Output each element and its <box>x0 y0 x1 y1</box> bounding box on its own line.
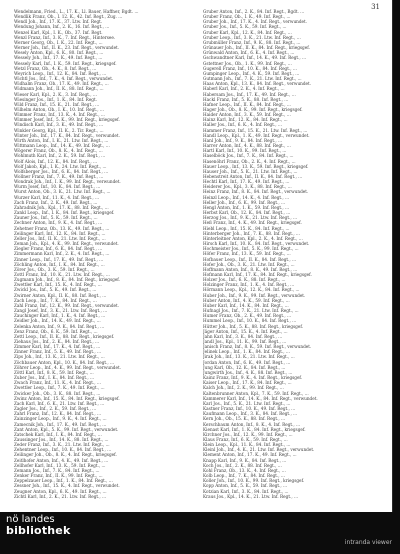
register-entry: Zainzinger Leop., Inf., 9. K., 4. Inf. Regt., ... <box>14 416 107 422</box>
register-entry: Zeilinger Karl, Inf., 12. K., 84. Inf. Regt., ... <box>14 230 106 236</box>
register-entry: Wieser Karl, Kpl., 2. K., 3. Inf. Regt., ... <box>14 91 97 97</box>
register-entry: Koller Joh., Inf., 10. K., 99. Inf. Regt., kriegsgef. <box>203 478 305 484</box>
register-entry: Gschwandtner Karl, Inf., 14. K., 49. Inf. Regt., ... <box>203 55 307 61</box>
register-entry: Haselböck Jos., Inf., 7. K., 84. Inf. Regt., ... <box>203 153 294 159</box>
register-entry: Werner Georg, Ob., I. K., 22. Inf. Regt., ... <box>14 39 103 45</box>
register-entry: Hackl Franz, Inf., 5. K., 88. Inf. Regt., ... <box>203 96 289 102</box>
register-entry: Huber Karl, Inf., 14. K., 84. Inf. Regt., ... <box>203 302 289 308</box>
register-entry: Hofmann Karl, Inf., 17. K., 84. Inf. Regt., kriegsgef. <box>203 271 312 277</box>
register-entry: Huber Anton, Inf., 4. K., 59. Inf. Regt., ... <box>203 297 290 303</box>
register-entry: Hoffmann Anton, Inf., 8. K., 49. Inf. Regt., ... <box>203 266 298 272</box>
register-entry: Zuber Jos., Inf., I. K., 84. Inf. Regt., ... <box>14 375 95 381</box>
register-entry: Holzer Jos., Inf., 6. K., 88. Inf. Regt., ... <box>203 277 286 283</box>
register-entry: Wendelmann, Fried., L., 17. K., Ll. Bauer, Haffner, Bgdt. ... <box>14 9 139 14</box>
register-entry: Zehetner Franz, Ob., 13. K., 49. Inf. Regt., ... <box>14 225 110 231</box>
register-entry: Hochmeister Jos., Inf., 5. K., 99. Inf. Regt., ... <box>203 246 299 252</box>
register-entry: Zelenka Anton, Inf., 9. K., 84. Inf. Regt., ... <box>14 323 105 329</box>
register-entry: Klein Leop., Kpl., 11. K., 84. Inf. Regt., ... <box>203 442 291 448</box>
register-entry: Winter Joh., Inf., 17. K., 84. Inf. Regt., verwundet. <box>14 132 120 138</box>
viewer-label: intranda viewer <box>344 539 392 546</box>
register-entry: Wurst Anton, Ob., 3. K., 21. Ltw. Inf. Regt., ... <box>14 189 111 195</box>
register-entry: Kaltenbrunner Anton, Kpl., 7. K., 59. Inf. Regt., ... <box>203 390 309 396</box>
right-column <box>203 9 367 499</box>
register-entry: Zwicker Joh., Ob., 3. K., 88. Inf. Regt., ... <box>14 390 101 396</box>
register-entry: Widhalm Franz, Ob., 17. K., 49. Inf. Regt., ... <box>14 81 109 87</box>
register-entry: Hammer Franz, Inf., 15. K., 21. Ltw. Inf. Regt., ... <box>203 127 308 133</box>
register-entry: Zatschek Karl, Inf., I. K., 84. Inf. Regt., ... <box>14 431 102 437</box>
register-entry: Zeidler Joh., Inf., 14. K., 49. Inf. Regt., ... <box>14 318 101 324</box>
register-entry: Heinz Franz, Inf., 8. K., 84. Inf. Regt., verwundet. <box>203 189 309 195</box>
register-entry: Hanl Joh., Inf., 9. K., 84. Inf. Regt., ... <box>203 137 282 143</box>
register-entry: Knapp Karl, Inf., 9. K., 84. Inf. Regt., ... <box>203 457 287 463</box>
register-entry: Zwach Franz, Inf., 11. K., 4. Inf. Regt., ... <box>14 380 101 386</box>
register-entry: Kastner Franz, Inf., 10. K., 49. Inf. Regt., ... <box>203 406 296 412</box>
register-entry: Gruber Franz, Ob., I. K., 49. Inf. Regt., ... <box>203 14 291 20</box>
register-entry: Gruber Joh., Inf., 17. K., 4. Inf. Regt., verwundet. <box>203 19 308 25</box>
register-entry: Zahradnik Joh., Kpl., 17. K., 88. Inf. Regt., ... <box>14 204 109 210</box>
register-entry: Kirchner Jos., Inf., 12. K., 99. Inf. Regt., ... <box>203 431 293 437</box>
register-entry: Zottl Franz, Inf., 10. K., 21. Ltw. Inf. Regt., ... <box>14 271 110 277</box>
register-entry: Windisch Karl, Inf., 3. K., 49. Inf. Regt., ... <box>14 122 104 128</box>
register-entry: Habersam Jos., Inf., 17. K., 49. Inf. Regt., ... <box>203 91 296 97</box>
register-entry: Zaussinger Jos., Inf., 14. K., 88. Inf. Regt., ... <box>14 436 109 442</box>
register-entry: Zöhrer Leop., Inf., 4. K., 99. Inf. Regt., verwundet. <box>14 364 121 370</box>
register-entry: Zeppelzauer Leop., Inf., 1. K., 84. Inf. Regt., ... <box>14 478 113 484</box>
register-entry: Wichtl Jos., Inf., 7. K., 4. Inf. Regt., verwundet. <box>14 76 114 82</box>
register-entry: Wiesinger Jos., Inf., 1. K., 84. Inf. Regt. <box>14 96 97 102</box>
register-entry: Wolf Alois, Inf., 12. K., 84. Inf. Regt., ... <box>14 158 98 164</box>
register-entry: Zankl Leop., Inf., I. K., 84. Inf. Regt., kriegsgef. <box>14 210 115 216</box>
register-entry: Heller Joh., Inf., 6. K., 99. Inf. Regt., ... <box>203 199 286 205</box>
register-entry: Hufnagl Jos., Inf., 7. K., 21. Ltw. Inf. Regt., ... <box>203 308 299 314</box>
register-entry: Kotzian Karl, Inf., 3. K., 84. Inf. Regt., ... <box>203 488 289 494</box>
register-entry: Zwettler Leop., Inf., 7. K., 49. Inf. Regt., ... <box>14 385 105 391</box>
register-entry: Kolb Leop., Inf., 7. K., 84. Inf. Regt., ... <box>203 473 285 479</box>
register-entry: Wessely Joh., Inf., 17. K., 49. Inf. Regt., ... <box>14 55 103 61</box>
register-entry: Zessner Joh., Inf., 15. K., 4. Inf. Regt., verwundet. <box>14 483 120 489</box>
register-entry: Gutmann Joh., Inf., 7. K., 21. Ltw. Inf. Regt., ... <box>203 76 302 82</box>
register-entry: Jelinek Leop., Inf., 1. K., 84. Inf. Regt., ... <box>203 349 290 355</box>
register-entry: Kerschbaum Anton, Inf., 8. K., 4. Inf. Regt., ... <box>203 421 301 427</box>
register-entry: Wondrak Joh., Inf., I. K., 99. Inf. Regt., verwundet. <box>14 179 121 185</box>
logo-line-2: bibliothek <box>6 524 71 537</box>
register-entry: Wenzl Franz, Inf., 3. K., 7. Inf. Regt., Hintersee. <box>14 34 116 40</box>
register-entry: Ziegler Franz, Inf., 6. K., 84. Inf. Regt., ... <box>14 246 103 252</box>
library-logo[interactable] <box>6 515 70 537</box>
register-entry: Zeilinger Joh., Ob., 8. K., 4. Inf. Regt., kriegsgef. <box>14 452 117 458</box>
register-entry: Wesely Anton, Kpl., 6. K., 80. Inf. Regt., ... <box>14 50 104 56</box>
register-entry: Handl Leop., Kpl., 1. K., 49. Inf. Regt., verwundet. <box>203 132 310 138</box>
register-entry: Jandl Jos., Kpl., 11. K., 99. Inf. Regt., ... <box>203 339 287 344</box>
register-entry: Zach Leop., Inf., 7. K., 84. Inf. Regt., ... <box>14 297 97 303</box>
register-entry: Haller Jos., Inf., 6. K., 4. Inf. Regt., ... <box>203 122 282 128</box>
register-entry: Gumpinger Leop., Inf., 4. K., 59. Inf. Regt., ... <box>203 70 300 76</box>
register-entry: Werner Joh., Inf., II. K., 23. Inf. Regt., verwundet. <box>14 45 120 51</box>
register-entry: Zahrl Franz, Inf., 12. K., 84. Inf. Regt., ... <box>14 411 101 417</box>
register-entry: Hengl Anton, Inf., 1. K., 59. Inf. Regt., ... <box>203 204 290 210</box>
register-entry: Heß Franz, Inf., 4. K., 49. Inf. Regt., kriegsgef. <box>203 220 302 226</box>
register-entry: Karl Jos., Inf., 5. K., 21. Ltw. Inf. Regt., ... <box>203 400 291 406</box>
register-entry: Weyrich Leop., Inf., 12. K., 84. Inf. Regt., ... <box>14 70 107 76</box>
register-entry: Haas Anton, Kpl., 13. K., 84. Inf. Regt., verwundet. <box>203 81 312 87</box>
register-entry: Kohl Franz, Ob., 13. K., 4. Inf. Regt., ... <box>203 467 286 473</box>
register-entry: Jungwirth Jos., Inf., 4. K., 88. Inf. Regt., ... <box>203 369 293 375</box>
register-entry: Gstettner Jos., Ob., 1. K., 99. Inf. Regt., ... <box>203 60 292 66</box>
register-entry: Hofer Joh., Ob., 3. K., 21. Ltw. Inf. Regt., ... <box>203 261 295 267</box>
register-entry: Klement Anton, Inf., 17. K., 49. Inf. Regt., ... <box>203 452 297 458</box>
register-entry: Wendl Joh., Inf., 17. K., 37. Ltw. Inf. Regt. <box>14 19 103 25</box>
register-entry: Hasenöhrl Franz, Ob., 2. K., 4. Inf. Regt., ... <box>203 158 296 164</box>
register-entry: Hartl Karl, Inf., 10. K., 99. Inf. Regt., ... <box>203 148 287 154</box>
register-entry: Gugerell Franz, Inf., 10. K., 84. Inf. Regt., ... <box>203 65 297 71</box>
register-entry: Zettl Leop., Inf., II. K., 88. Inf. Regt., kriegsgef. <box>14 333 115 339</box>
register-entry: Zehentner Leop., Inf., 10. K., 84. Inf. Regt., ... <box>14 447 112 453</box>
register-entry: Wendung Johann, Inf., 2. K., 16. Inf. Regt., ... <box>14 24 110 30</box>
register-entry: Hebenstreit Anton, Inf., II. K., 84. Inf. Regt., ... <box>203 174 303 179</box>
register-entry: Harrer Anton, Inf., 4. K., 88. Inf. Regt., ... <box>203 143 291 149</box>
register-entry: Hütter Joh., Inf., 5. K., 88. Inf. Regt., kriegsgef. <box>203 323 304 329</box>
register-entry: Zauchinger Karl, Inf., 1. K., 4. Inf. Regt., ... <box>14 313 106 319</box>
register-entry: Wollner Franz, Inf., 7. K., 49. Inf. Regt., ... <box>14 174 104 179</box>
register-entry: Zangl Josef, Inf., 3. K., 21. Ltw. Inf. Regt., ... <box>14 308 108 314</box>
register-entry: Zwirner Anton, Kpl., II. K., 88. Inf. Regt., ... <box>14 292 107 298</box>
register-entry: Zöchbauer Anton, Kpl., 10. K., 84. Inf. Regt., ... <box>14 359 115 365</box>
register-entry: Wohlmuth Karl, Inf., 2. K., 59. Inf. Regt., ... <box>14 153 106 159</box>
register-entry: Hiebl Leop., Inf., 15. K., 84. Inf. Regt., ... <box>203 225 290 231</box>
register-entry: Widmann Joh., Inf., II. K., 88. Inf. Regt., ... <box>14 86 104 92</box>
register-entry: Zant Anton, Kpl., 5. K., 99. Inf. Regt., verwundet. <box>14 426 119 432</box>
register-entry: Wögerer Franz, Ob., 8. K., 4. Inf. Regt., ... <box>14 148 103 154</box>
register-entry: Kaiser Leop., Inf., 17. K., 84. Inf. Regt., ... <box>203 380 292 386</box>
register-entry: Kraus Jos., Kpl., 14. K., 21. Ltw. Inf. Regt., ... <box>203 493 298 499</box>
register-entry: Zeder Franz, Inf., 3. K., 21. Ltw. Inf. Regt., ... <box>14 442 110 448</box>
register-entry: Zahl Franz, Inf., 12. K., 99. Inf. Regt., verwundet. <box>14 302 119 308</box>
register-entry: Kleinl Joh., Inf., 4. K., 21. Ltw. Inf. Regt., verwundet. <box>203 447 315 453</box>
register-entry: Wenzel Karl, Kpl., I. K., Ob., 37. Inf. Regt. <box>14 29 103 35</box>
register-entry: Gruber Jos., Inf., 5. K., 59. Inf. Regt., ... <box>203 24 287 30</box>
register-entry: Hinterleitner Anton, Kpl., 2. K., 4. Inf. Regt., ... <box>203 235 303 241</box>
register-entry: Zach Karl, Inf., 6. K., 21. Ltw. Inf. Regt., ... <box>14 400 105 406</box>
register-entry: Zimmermann Karl, Inf., 2. K., 4. Inf. Regt., ... <box>14 251 110 257</box>
register-entry: Gruber Anton, Inf., 2. K., 84. Inf. Regt., Bgdt. ... <box>203 9 305 14</box>
register-entry: Zauner Jos., Inf., 5. K., 59. Inf. Regt., ... <box>14 215 98 221</box>
register-entry: Herbst Karl, Ob., 12. K., 84. Inf. Regt., ... <box>203 210 291 216</box>
register-entry: Kainz Franz, Inf., 9. K., 4. Inf. Regt., kriegsgef. <box>203 375 303 381</box>
register-entry: Zamecnik Joh., Inf., 17. K., 49. Inf. Regt., ... <box>14 421 107 427</box>
register-entry: Wirth Anton, Inf., I. K., 21. Ltw. Inf. Regt., ... <box>14 137 109 143</box>
register-entry: Jäger Anton, Inf., 15. K., 4. Inf. Regt., ... <box>203 328 288 334</box>
register-entry: Wolfsberger Jos., Inf., 6. K., 84. Inf. Regt., ... <box>14 168 109 174</box>
register-entry: Zips Joh., Inf., 13. K., 21. Ltw. Inf. Regt., ... <box>14 354 105 360</box>
register-entry: Janisch Franz, Inf., 8. K., 59. Inf. Regt., verwundet. <box>203 344 312 350</box>
register-entry: Kienast Karl, Inf., 1. K., 84. Inf. Regt., kriegsgef. <box>203 426 306 432</box>
register-entry: Hinterberger Joh., Inf., 7. K., 88. Inf. Regt., ... <box>203 230 300 236</box>
left-column <box>14 9 178 499</box>
register-entry: Wild Franz, Inf., 15. K., 21. Inf. Regt., ... <box>14 101 100 107</box>
register-entry: Höfer Franz, Inf., 13. K., 59. Inf. Regt., ... <box>203 251 291 257</box>
register-entry: Ziehaus Jos., Inf., 2. K., 84. Inf. Regt., ... <box>14 339 100 344</box>
register-entry: Koch Jos., Inf., 2. K., 88. Inf. Regt., ... <box>203 462 282 468</box>
register-entry: Jung Karl, Ob., 12. K., 84. Inf. Regt., ... <box>203 364 286 370</box>
register-entry: Zechner Anton, Inf., 9. K., 4. Inf. Regt., ... <box>14 220 103 226</box>
register-entry: Wittmann Leop., Inf., 14. K., 49. Inf. Regt., ... <box>14 143 110 149</box>
register-entry: Haider Anton, Inf., 3. K., 59. Inf. Regt., ... <box>203 112 291 118</box>
register-entry: Wimmer Franz, Inf., 13. K., 4. Inf. Regt., ... <box>14 112 105 118</box>
register-entry: Kaufmann Leop., Inf., 3. K., 84. Inf. Regt., ... <box>203 411 298 417</box>
register-entry: Huber Joh., Inf., 9. K., 99. Inf. Regt., verwundet. <box>203 292 306 298</box>
register-entry: Wendlik Franz, Ob., I. 12. K., 42. Inf. Regt., Zug. ... <box>14 14 123 20</box>
page-number: 31 <box>371 3 380 11</box>
register-entry: Holzinger Franz, Inf., 1. K., 4. Inf. Regt., ... <box>203 282 295 288</box>
register-entry: Zimmer Karl, Inf., 17. K., 4. Inf. Regt., ... <box>14 344 101 350</box>
register-entry: Wolf Jakob, Kpl., I. K., 24. Ltw. Inf. Regt., ... <box>14 163 107 169</box>
register-entry: Grünauer Joh., Inf., II. K., 84. Inf. Regt., kriegsgef. <box>203 45 310 51</box>
register-entry: Zenker Franz, Inf., II. K., 99. Inf. Regt., ... <box>14 473 103 479</box>
register-entry: Zöttl Karl, Inf., 8. K., 59. Inf. Regt., ... <box>14 369 94 375</box>
register-entry: Zagler Jos., Inf., 2. K., 59. Inf. Regt., ... <box>14 406 97 412</box>
register-entry: Hechtl Karl, Inf., 17. K., 49. Inf. Regt., ... <box>203 179 290 185</box>
logo-line-1: nö landes <box>6 514 55 525</box>
register-entry: Wurzer Karl, Inf., 11. K., 4. Inf. Regt., ... <box>14 194 100 200</box>
register-entry: Kalch Joh., Inf., 2. K., 99. Inf. Regt., ... <box>203 385 284 391</box>
register-entry: Zugmann Joh., Inf., 8. K., 84. Inf. Regt., kriegsgef. <box>14 277 121 283</box>
register-entry: Wimmer Josef, Inf., 5. K., 99. Inf. Regt., kriegsgef. <box>14 117 120 123</box>
register-entry: Grünwald Anton, Inf., 6. K., 4. Inf. Regt., ... <box>203 50 295 56</box>
register-entry: Hummel Leop., Inf., 10. K., 84. Inf. Regt., ... <box>203 318 297 324</box>
register-entry: Jahn Karl, Inf., 3. K., 84. Inf. Regt., ... <box>203 333 283 339</box>
register-entry: Hager Joh., Ob., 8. K., 99. Inf. Regt., kriegsgef. <box>203 106 303 112</box>
register-entry: Hainz Karl, Inf., 12. K., 84. Inf. Regt., ... <box>203 117 288 123</box>
register-entry: Haberl Karl, Inf., 2. K., 4. Inf. Regt., ... <box>203 86 285 92</box>
register-entry: Zach Franz, Inf., 2. K., 49. Inf. Regt., ... <box>14 199 98 205</box>
register-entry: Zinner Leop., Inf., 17. K., 49. Inf. Regt., ... <box>14 256 104 262</box>
register-entry: Heiderer Jos., Kpl., 3. K., 88. Inf. Regt., ... <box>203 184 292 190</box>
register-entry: Humer Franz, Ob., 2. K., 49. Inf. Regt., ... <box>203 313 292 319</box>
register-entry: Hirsch Karl, Inf., 10. K., 84. Inf. Regt., verwundet. <box>203 241 310 247</box>
register-entry: Zwinz Anton, Inf., 15. K., 84. Inf. Regt., kriegsgef. <box>14 395 120 401</box>
register-entry: Heinzl Leop., Inf., 14. K., 4. Inf. Regt., ... <box>203 194 290 200</box>
register-entry: Gruber Leop., Inf., 3. K., 21. Ltw. Inf. Regt., ... <box>203 34 301 40</box>
register-entry: Wurm Josef, Inf., 10. K., 84. Inf. Regt., ... <box>14 184 101 190</box>
register-entry: Zemann Jos., Inf., 7. K., 84. Inf. Regt., ... <box>14 467 100 473</box>
register-entry: Kopp Anton, Inf., 5. K., 59. Inf. Regt., ... <box>203 483 288 489</box>
register-entry: Zwickl Jos., Inf., 5. K., 49. Inf. Regt., ... <box>14 287 97 293</box>
register-entry: Zeller Jos., Inf., II. K., 21. Ltw. Inf. Regt., ... <box>14 235 106 241</box>
register-entry: Zeitlhofer Anton, Inf., 4. K., 49. Inf. Regt., ... <box>14 457 109 463</box>
register-entry: Gruber Karl, Kpl., 12. K., 84. Inf. Regt., ... <box>203 29 292 35</box>
register-entry: Hauer Leop., Inf., 13. K., 59. Inf. Regt., kriegsgef. <box>203 163 309 169</box>
register-entry: Zenz Franz, Ob., 6. K., 59. Inf. Regt., ... <box>14 328 98 334</box>
register-entry: Zeman Joh., Kpl., 4. K., 99. Inf. Regt., verwundet. <box>14 241 119 247</box>
register-entry: Herzog Jos., Inf., 9. K., 21. Ltw. Inf. Regt., ... <box>203 215 298 221</box>
register-entry: Wessely Karl, Inf., I. K., 59. Inf. Regt., kriegsgef. <box>14 60 117 66</box>
register-entry: Wilhelm Anton, Ob., I. K., 10. Inf. Regt., ... <box>14 106 104 112</box>
register-entry: Hofbauer Leop., Inf., II. K., 84. Inf. Regt., ... <box>203 256 297 262</box>
register-entry: Grubmüller Franz, Inf., 9. K., 88. Inf. Regt., ... <box>203 39 301 45</box>
register-entry: Hafner Leop., Inf., II. K., 84. Inf. Regt., ... <box>203 101 291 107</box>
register-entry: Jordan Anton, Inf., 6. K., 49. Inf. Regt., ... <box>203 359 291 365</box>
register-entry: Kammerer Karl, Inf., 14. K., 84. Inf. Regt., verwundet. <box>203 395 318 401</box>
register-entry: Zörer Jos., Ob., 3. K., 59. Inf. Regt., ... <box>14 266 95 272</box>
register-entry: Zinner Franz, Inf., 5. K., 49. Inf. Regt., ... <box>14 349 102 355</box>
register-entry: Winkler Georg, Kpl., II. K., 2. Tir. Regt., ... <box>14 127 104 133</box>
register-entry: Zichtl Karl, Inf., 2. K., 21. Ltw. Inf. Regt., ... <box>14 493 107 499</box>
register-entry: Jirak Joh., Inf., 13. K., 21. Ltw. Inf. Regt., ... <box>203 354 295 360</box>
register-entry: Zwettler Karl, Inf., 15. K., 4. Inf. Regt., ... <box>14 282 102 288</box>
register-entry: Klaus Franz, Inf., 6. K., 59. Inf. Regt., ... <box>203 436 288 442</box>
register-entry: Kern Joh., Ob., 15. K., 88. Inf. Regt., ... <box>203 416 286 422</box>
register-entry: Zöchling Anton, Inf., I. K., 84. Inf. Regt., ... <box>14 261 105 267</box>
register-entry: Hörmann Leop., Kpl., 12. K., 84. Inf. Regt., ... <box>203 287 300 293</box>
register-entry: Zellhofer Karl, Inf., 13. K., 59. Inf. Regt., ... <box>14 462 106 468</box>
register-entry: Wetzl Franz, Ob., 4. K., 8. Inf. Regt., ... <box>14 65 97 71</box>
register-entry: Hauser Joh., Inf., 5. K., 21. Ltw. Inf. Regt., ... <box>203 168 298 174</box>
register-entry: Zeugner Anton, Kpl., 6. K., 49. Inf. Regt., ... <box>14 488 107 494</box>
